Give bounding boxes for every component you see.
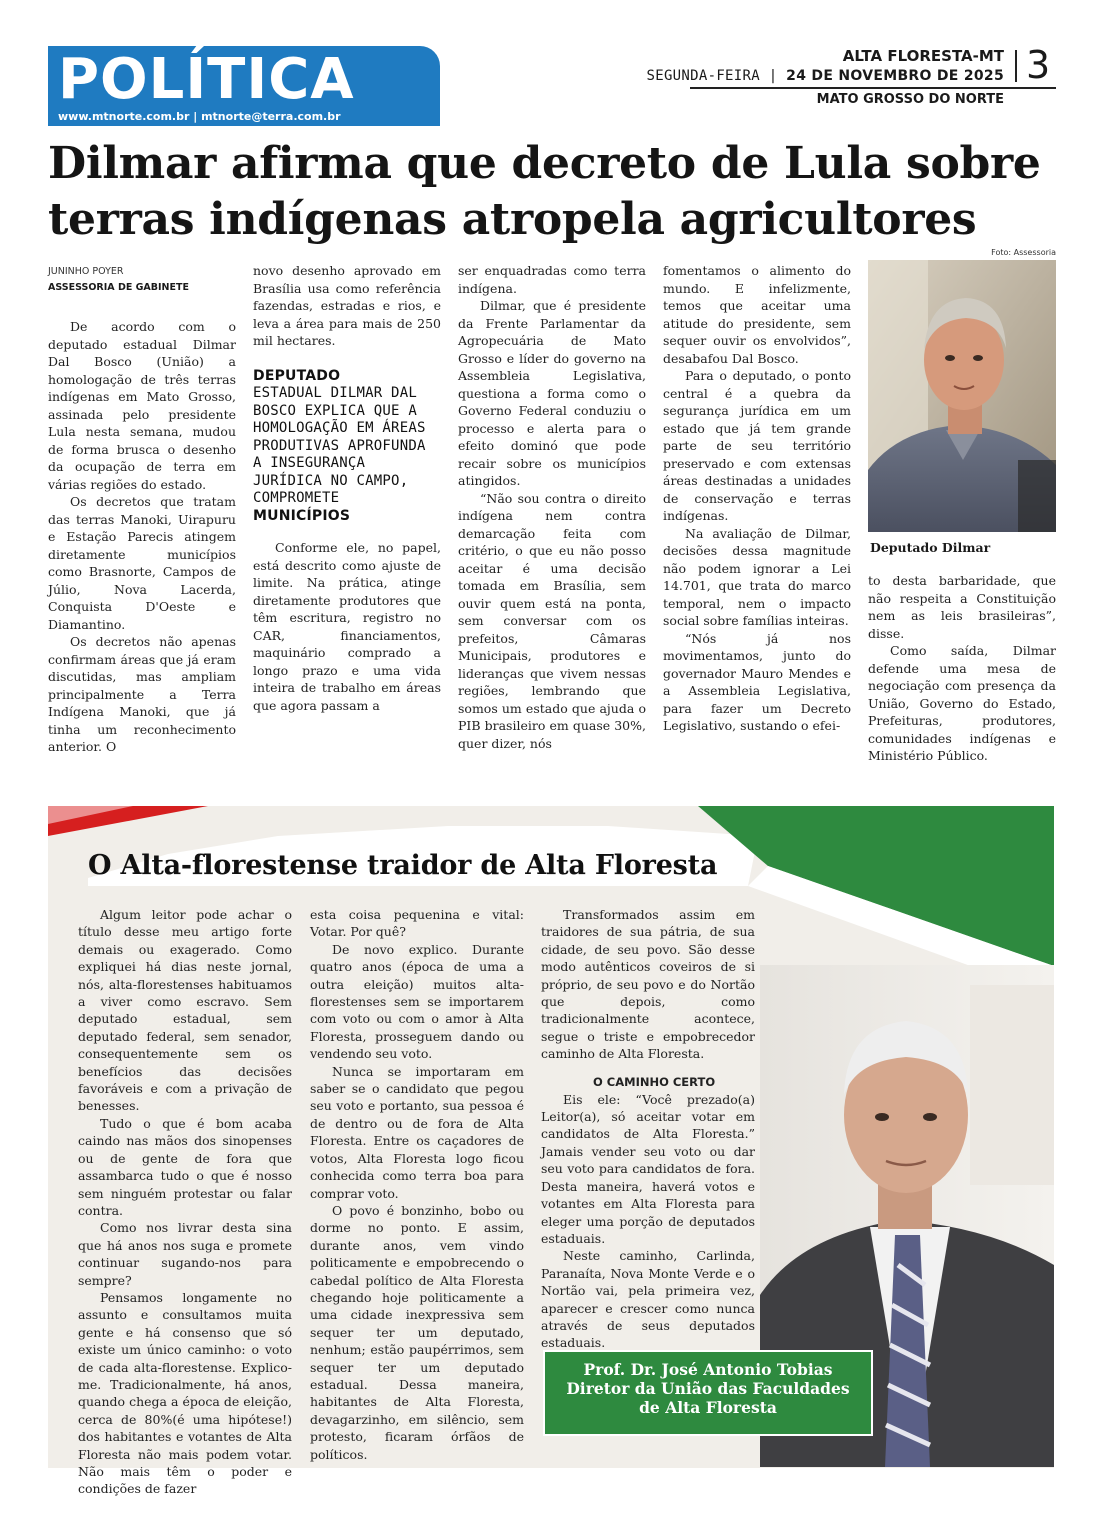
masthead-region: MATO GROSSO DO NORTE <box>816 92 1004 107</box>
section-title: POLÍTICA <box>58 47 355 112</box>
author-name: Prof. Dr. José Antonio Tobias <box>583 1360 833 1379</box>
article-paragraph: Para o deputado, o ponto central é a quebra da segurança jurídica em um estado que já tem grande parte de seu território preservado e com extensas áreas destinadas a unidades de conservação e terras indígenas. <box>663 368 851 523</box>
masthead-city: ALTA FLORESTA-MT <box>842 47 1004 65</box>
opinion-paragraph: O povo é bonzinho, bobo ou dorme no ponto. E assim, durante anos, vem vindo politicamente e empobrecendo o cabedal político de Alta Floresta chegando hoje politicamente a uma cidade inexpressiva sem sequer ter um deputado, nenhum; estão paupérrimos, sem sequer ter um deputado estadual. Dessa maneira, habitantes de Alta Floresta, devagarzinho, em silêncio, sem protesto, ficaram órfãos de políticos. <box>310 1202 524 1462</box>
opinion-column-1 <box>78 906 292 1498</box>
article-paragraph: Como saída, Dilmar defende uma mesa de negociação com presença da União, Governo do Estado, Prefeituras, produtores, comunidades indígenas e Ministério Público. <box>868 643 1056 763</box>
article-paragraph: Conforme ele, no papel, está descrito como ajuste de limite. Na prática, atinge diretamente produtores que têm escritura, registro no CAR, financiamentos, maquinário comprado a longo prazo e uma vida inteira de trabalho em áreas que agora passam a <box>253 540 441 713</box>
opinion-paragraph: De novo explico. Durante quatro anos (época de uma a outra eleição) muitos alta-florestenses sem se importarem com voto ou com o amor à Alta Floresta, prosseguem dando ou vendendo seu voto. <box>310 941 524 1062</box>
article-paragraph: “Não sou contra o direito indígena nem contra demarcação feita com critério, o que eu não posso aceitar é uma decisão tomada em Brasília, sem ouvir quem está na ponta, sem conversar com os prefeitos, Câmaras Municipais, produtores e lideranças que vivem nessas regiões, lembrando que somos um estado que ajuda o PIB brasileiro em quase 30%, quer dizer, nós <box>458 490 646 751</box>
opinion-title: O Alta-florestense traidor de Alta Floresta <box>88 850 718 881</box>
article-paragraph: Os decretos que tratam das terras Manoki, Uirapuru e Estação Parecis atingem diretamente municípios como Brasnorte, Campos de Júlio, Nova Lacerda, Conquista D'Oeste e Diamantino. <box>48 494 236 632</box>
author-caption-box <box>543 1350 873 1436</box>
opinion-column-2 <box>310 906 524 1463</box>
photo-caption: Deputado Dilmar <box>870 540 991 555</box>
pullquote-tail: MUNICÍPIOS <box>253 507 351 524</box>
photo-credit: Foto: Assessoria <box>991 248 1056 257</box>
opinion-paragraph: Como nos livrar desta sina que há anos nos suga e promete continuar sugando-nos para sempre? <box>78 1220 292 1288</box>
pullquote-lead: DEPUTADO <box>253 367 341 384</box>
opinion-paragraph: Neste caminho, Carlinda, Paranaíta, Nova Monte Verde e o Nortão vai, pela primeira vez, aparecer e crescer como nunca através de seus deputados estaduais. <box>541 1248 755 1351</box>
article-paragraph: Dilmar, que é presidente da Frente Parlamentar da Agropecuária de Mato Grosso e líder do governo na Assembleia Legislativa, questiona a forma como o Governo Federal conduziu o processo e alerta para o efeito dominó que pode recair sobre os municípios atingidos. <box>458 298 646 488</box>
page-number: 3 <box>1026 43 1051 87</box>
author-title: Diretor da União das Faculdades <box>566 1379 850 1398</box>
masthead-date: SEGUNDA-FEIRA | 24 DE NOVEMBRO DE 2025 <box>646 68 1004 84</box>
portrait-illustration <box>868 260 1056 532</box>
pullquote-text: ESTADUAL DILMAR DAL BOSCO EXPLICA QUE A HOMOLOGAÇÃO EM ÁREAS PRODUTIVAS APROFUNDA A INSEGURANÇA JURÍDICA NO CAMPO, COMPROMETE <box>253 385 426 506</box>
article-paragraph: ser enquadradas como terra indígena. <box>458 263 646 296</box>
article-paragraph: fomentamos o alimento do mundo. E infelizmente, temos que aceitar uma atitude do presidente, sem sequer ouvir os envolvidos”, desabafou Dal Bosco. <box>663 263 851 366</box>
opinion-column-3 <box>541 906 755 1352</box>
article-paragraph: “Nós já nos movimentamos, junto do governador Mauro Mendes e a Assembleia Legislativa, para fazer um Decreto Legislativo, sustando o efei- <box>663 630 851 733</box>
opinion-paragraph: Eis ele: “Você prezado(a) Leitor(a), só aceitar votar em candidatos de Alta Floresta.” Jamais vender seu voto ou dar seu voto para candidatos de fora. Desta maneira, haverá votos e votantes em Alta Floresta para eleger uma porção de deputados estaduais. <box>541 1091 755 1246</box>
opinion-paragraph: Pensamos longamente no assunto e consultamos muita gente e há consenso que só existe um único caminho: o voto de cada alta-florestense. Explico-me. Tradicionalmente, há anos, quando chega a época de eleição, cerca de 80%(é uma hipótese!) dos habitantes e votantes de Alta Floresta não mais podem votar. Não mais têm o poder e condições de fazer <box>78 1289 292 1497</box>
masthead-divider <box>1015 50 1017 82</box>
masthead-weekday: SEGUNDA-FEIRA <box>646 68 760 84</box>
author-institution: de Alta Floresta <box>639 1398 777 1417</box>
masthead-rule <box>690 87 1056 89</box>
masthead-info <box>646 48 1004 85</box>
section-banner <box>48 46 440 126</box>
opinion-subheading: O CAMINHO CERTO <box>593 1074 716 1089</box>
article-column-3 <box>458 262 646 752</box>
pullquote <box>253 368 441 526</box>
byline-author: JUNINHO POYER <box>48 266 124 277</box>
byline-role: ASSESSORIA DE GABINETE <box>48 282 189 293</box>
headline-line-2: terras indígenas atropela agricultores <box>48 194 977 245</box>
article-paragraph: Na avaliação de Dilmar, decisões dessa magnitude não podem ignorar a Lei 14.701, que trata do marco temporal, nem o impacto social sobre famílias inteiras. <box>663 525 851 628</box>
photo-deputado-dilmar <box>868 260 1056 532</box>
byline <box>48 266 238 294</box>
article-paragraph: De acordo com o deputado estadual Dilmar Dal Bosco (União) a homologação de três terras indígenas em Mato Grosso, assinada pelo presidente Lula nesta semana, mudou de forma brusca o desenho da ocupação de terra em várias regiões do estado. <box>48 319 236 492</box>
opinion-paragraph: Transformados assim em traidores de sua pátria, de sua cidade, de seu povo. São desse modo autênticos coveiros de si próprio, de seu povo e do Nortão que depois, como tradicionalmente acontece, segue o triste e empobrecedor caminho de Alta Floresta. <box>541 907 755 1062</box>
article-column-5 <box>868 572 1056 765</box>
article-paragraph: Os decretos não apenas confirmam áreas que já eram discutidas, mas ampliam principalmente a Terra Indígena Manoki, que já tinha um reconhecimento anterior. O <box>48 634 236 754</box>
opinion-paragraph: Nunca se importaram em saber se o candidato que pegou seu voto e portanto, sua pessoa é de dentro ou de fora de Alta Floresta. Entre os caçadores de votos, Alta Floresta logo ficou conhecida como terra boa para comprar voto. <box>310 1063 524 1201</box>
article-paragraph: novo desenho aprovado em Brasília usa como referência fazendas, estradas e rios, e leva a área para mais de 250 mil hectares. <box>253 263 441 348</box>
section-contact[interactable]: www.mtnorte.com.br | mtnorte@terra.com.br <box>58 110 341 123</box>
article-column-2 <box>253 262 441 714</box>
headline-line-1: Dilmar afirma que decreto de Lula sobre <box>48 138 1041 189</box>
article-headline <box>48 136 1058 248</box>
article-column-4 <box>663 262 851 735</box>
opinion-paragraph: Algum leitor pode achar o título desse meu artigo forte demais ou exagerado. Como expliquei há dias neste jornal, nós, alta-florestenses habituamos a viver como escravo. Sem deputado estadual, sem deputado federal, sem senador, consequentemente sem os benefícios das decisões favoráveis e com a privação de benesses. <box>78 907 292 1114</box>
article-column-1 <box>48 318 236 756</box>
article-paragraph: to desta barbaridade, que não respeita a Constituição nem as leis brasileiras”, disse. <box>868 573 1056 641</box>
masthead-date-value: 24 DE NOVEMBRO DE 2025 <box>786 68 1004 84</box>
opinion-paragraph: Tudo o que é bom acaba caindo nas mãos dos sinopenses ou de gente de fora que assambarca tudo o que é nosso sem ninguém protestar ou falar contra. <box>78 1115 292 1218</box>
opinion-paragraph: esta coisa pequenina e vital: Votar. Por quê? <box>310 907 524 940</box>
